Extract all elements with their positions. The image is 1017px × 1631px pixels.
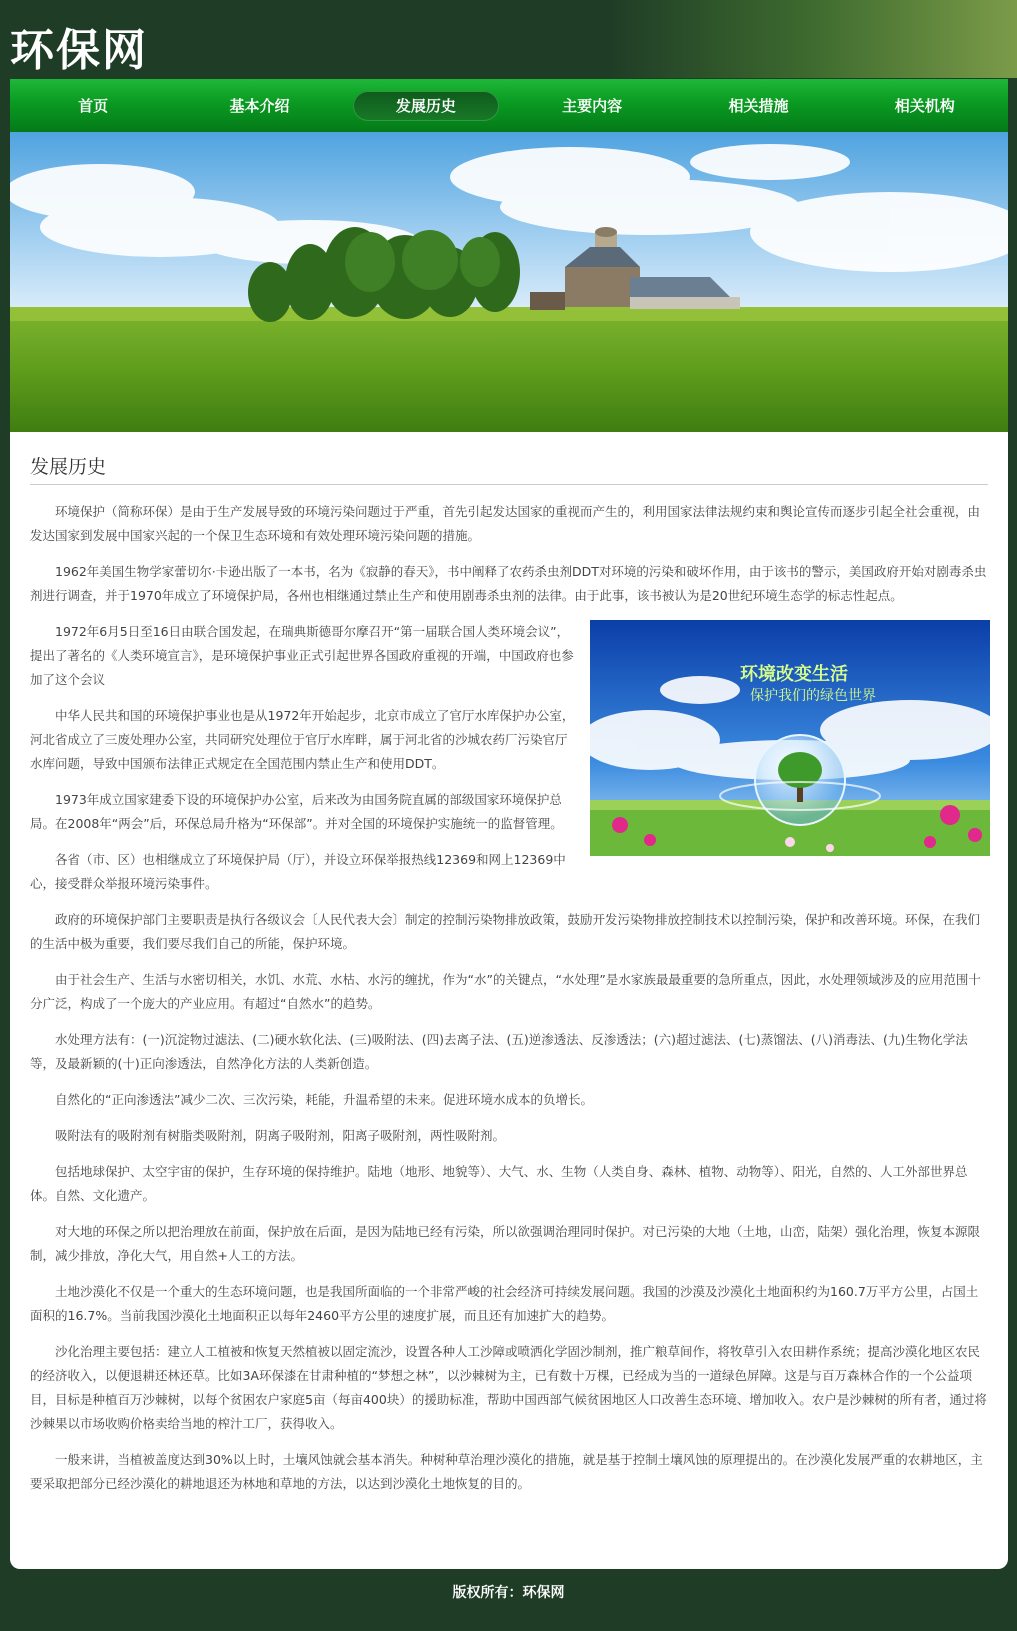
nav-item-home[interactable]: 首页 [78, 96, 109, 115]
paragraph: 1973年成立国家建委下设的环境保护办公室，后来改为由国务院直属的部级国家环境保护总局。在2008年“两会”后，环保总局升格为“环保部”。并对全国的环境保护实施统一的监督管理。 [30, 792, 563, 831]
article-body [30, 500, 990, 1508]
site-logo[interactable]: 环保网 [10, 25, 148, 76]
paragraph: 1962年美国生物学家蕾切尔·卡逊出版了一本书，名为《寂静的春天》，书中阐释了农药杀虫剂DDT对环境的污染和破坏作用，由于该书的警示，美国政府开始对剧毒杀虫剂进行调查，并于1970年成立了环境保护局，各州也相继通过禁止生产和使用剧毒杀虫剂的法律。由于此事，该书被认为是20世纪环境生态学的标志性起点。 [30, 564, 987, 603]
paragraph: 一般来讲，当植被盖度达到30%以上时，土壤风蚀就会基本消失。种树种草治理沙漠化的措施，就是基于控制土壤风蚀的原理提出的。在沙漠化发展严重的农耕地区，主要采取把部分已经沙漠化的耕地退还为林地和草地的方法，以达到沙漠化土地恢复的目的。 [30, 1452, 983, 1491]
paragraph: 政府的环境保护部门主要职责是执行各级议会〔人民代表大会〕制定的控制污染物排放政策，鼓励开发污染物排放控制技术以控制污染，保护和改善环境。环保，在我们的生活中极为重要，我们要尽我们自己的所能，保护环境。 [30, 912, 981, 951]
paragraph: 沙化治理主要包括：建立人工植被和恢复天然植被以固定流沙，设置各种人工沙障或喷洒化学固沙制剂，推广粮草间作，将牧草引入农田耕作系统；提高沙漠化地区农民的经济收入，以便退耕还林还草。比如3A环保漆在甘肃种植的“梦想之林”，以沙棘树为主，已有数十万棵，已经成为当的一道绿色屏障。这是与百万森林合作的一个公益项目，目标是种植百万沙棘树，以每个贫困农户家庭5亩（每亩400块）的援助标准，帮助中国西部气候贫困地区人口改善生态环境、增加收入。农户是沙棘树的所有者，通过将沙棘果以市场收购价格卖给当地的榨汁工厂，获得收入。 [30, 1344, 987, 1431]
nav-item-history[interactable]: 发展历史 [353, 91, 499, 121]
farm-landscape-illustration [10, 132, 1008, 432]
nav-item-main-content[interactable]: 主要内容 [562, 96, 623, 115]
nav-item-intro[interactable]: 基本介绍 [229, 96, 290, 115]
paragraph: 包括地球保护、太空宇宙的保护，生存环境的保持维护。陆地（地形、地貌等）、大气、水、生物（人类自身、森林、植物、动物等）、阳光，自然的、人工外部世界总体。自然、文化遗产。 [30, 1164, 968, 1203]
page-title: 发展历史 [30, 456, 107, 478]
main-nav [10, 79, 1008, 132]
banner-image [10, 132, 1008, 432]
paragraph: 自然化的“正向渗透法”减少二次、三次污染，耗能，升温希望的未来。促进环境水成本的负增长。 [55, 1092, 593, 1107]
paragraph: 土地沙漠化不仅是一个重大的生态环境问题，也是我国所面临的一个非常严峻的社会经济可持续发展问题。我国的沙漠及沙漠化土地面积约为160.7万平方公里，占国土面积的16.7%。当前我国沙漠化土地面积正以每年2460平方公里的速度扩展，而且还有加速扩大的趋势。 [30, 1284, 979, 1323]
side-image [590, 620, 990, 856]
paragraph: 环境保护（简称环保）是由于生产发展导致的环境污染问题过于严重，首先引起发达国家的重视而产生的，利用国家法律法规约束和舆论宣传而逐步引起全社会重视，由发达国家到发展中国家兴起的一个保卫生态环境和有效处理环境污染问题的措施。 [30, 504, 981, 543]
main-content [10, 432, 1008, 1569]
paragraph: 水处理方法有：(一)沉淀物过滤法、(二)硬水软化法、(三)吸附法、(四)去离子法、(五)逆渗透法、反渗透法；(六)超过滤法、(七)蒸馏法、(八)消毒法、(九)生物化学法等，及最新颖的(十)正向渗透法，自然净化方法的人类新创造。 [30, 1032, 968, 1071]
environment-globe-illustration [590, 620, 990, 856]
paragraph: 吸附法有的吸附剂有树脂类吸附剂，阴离子吸附剂，阳离子吸附剂，两性吸附剂。 [55, 1128, 506, 1143]
paragraph: 中华人民共和国的环境保护事业也是从1972年开始起步，北京市成立了官厅水库保护办公室，河北省成立了三废处理办公室，共同研究处理位于官厅水库畔，属于河北省的沙城农药厂污染官厅水库问题，导致中国颁布法律正式规定在全国范围内禁止生产和使用DDT。 [30, 708, 575, 771]
site-header [0, 0, 1017, 78]
paragraph: 1972年6月5日至16日由联合国发起，在瑞典斯德哥尔摩召开“第一届联合国人类环境会议”，提出了著名的《人类环境宣言》，是环境保护事业正式引起世界各国政府重视的开端，中国政府也参加了这个会议 [30, 624, 574, 687]
paragraph: 由于社会生产、生活与水密切相关，水饥、水荒、水枯、水污的缠扰，作为“水”的关键点，“水处理”是水家族最最重要的急所重点，因此，水处理领域涉及的应用范围十分广泛，构成了一个庞大的产业应用。有超过“自然水”的趋势。 [30, 972, 981, 1011]
paragraph: 各省（市、区）也相继成立了环境保护局（厅），并设立环保举报热线12369和网上12369中心，接受群众举报环境污染事件。 [30, 852, 566, 891]
side-image-subtitle: 保护我们的绿色世界 [750, 688, 876, 704]
nav-item-measures[interactable]: 相关措施 [728, 96, 789, 115]
side-image-title: 环境改变生活 [740, 664, 848, 685]
paragraph: 对大地的环保之所以把治理放在前面，保护放在后面，是因为陆地已经有污染，所以欲强调治理同时保护。对已污染的大地（土地，山峦，陆架）强化治理，恢复本源限制，减少排放，净化大气，用自然+人工的方法。 [30, 1224, 981, 1263]
nav-item-organizations[interactable]: 相关机构 [894, 96, 955, 115]
site-footer: 版权所有：环保网 [452, 1585, 565, 1601]
title-divider [30, 484, 988, 485]
